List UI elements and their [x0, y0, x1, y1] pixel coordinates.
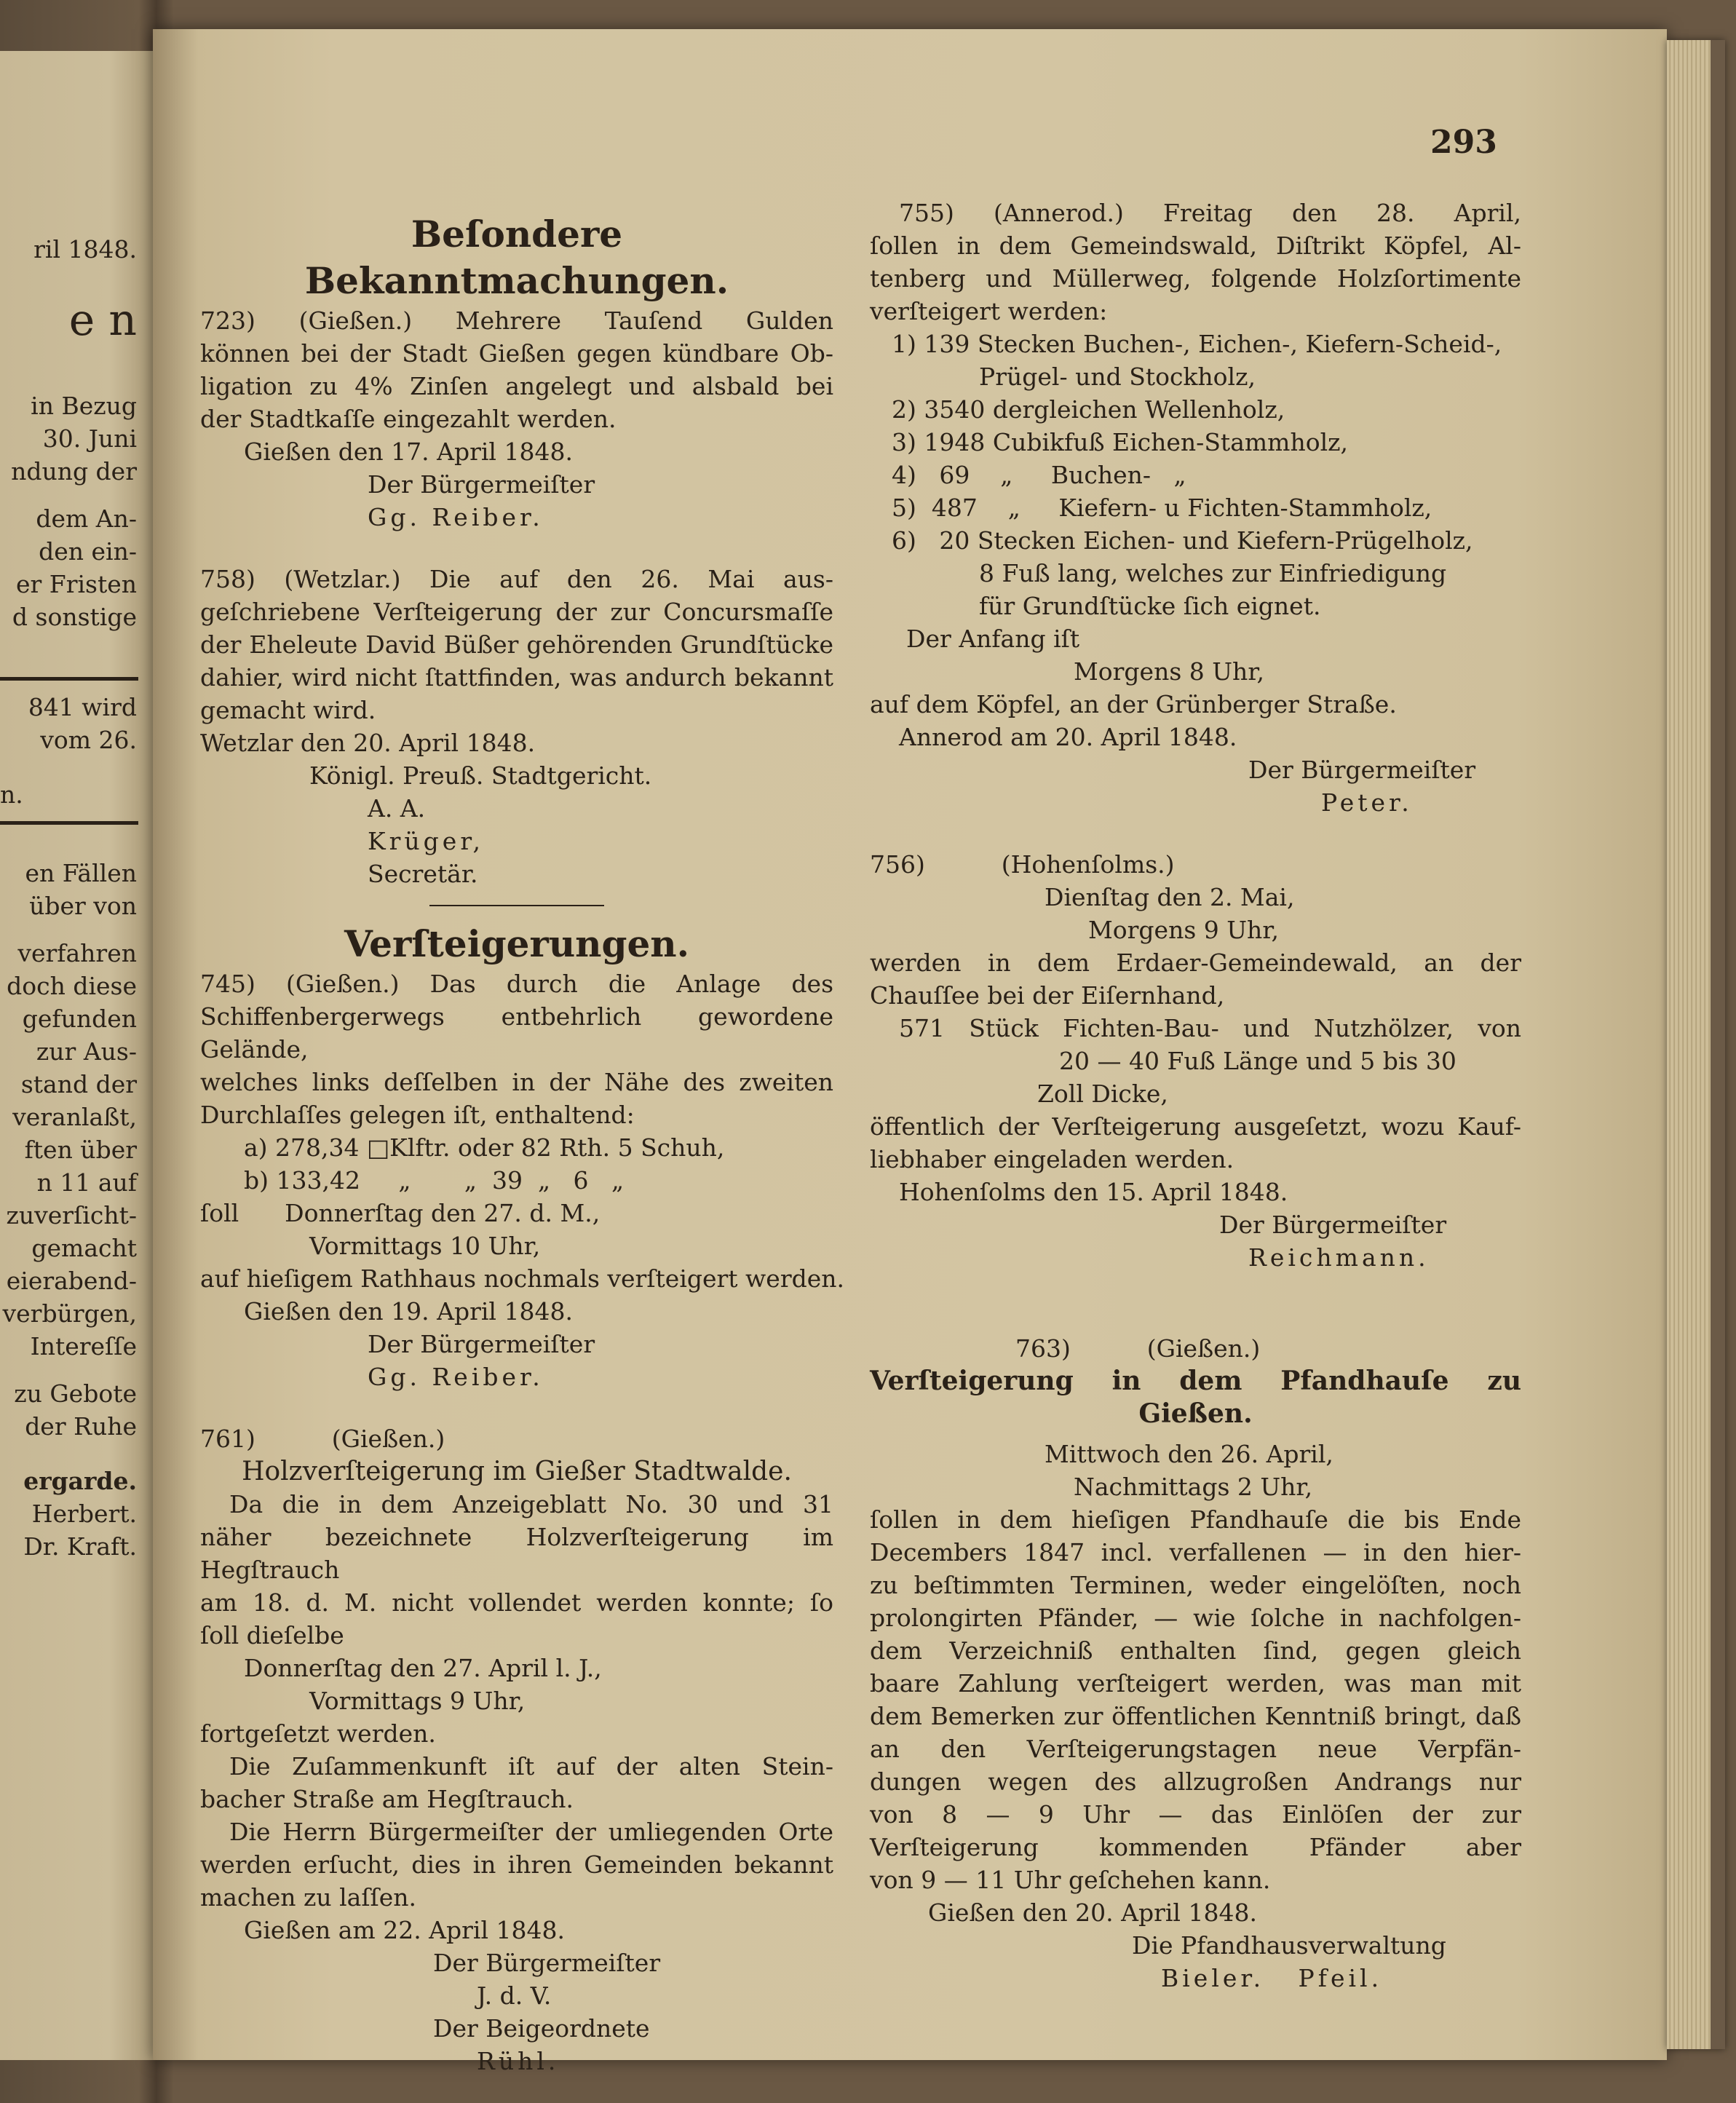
- notice-signature: Der Bürgermeiſter: [368, 470, 595, 499]
- left-page-fragment: [0, 51, 156, 2060]
- notice-line: dem Verzeichniß enthalten ſind, gegen gleich: [870, 1636, 1521, 1665]
- left-line: doch diese: [7, 972, 137, 1000]
- notice-line: Die Zuſammenkunft iſt auf der alten Stein-: [229, 1752, 833, 1781]
- left-line: gemacht: [31, 1234, 137, 1262]
- left-line: ergarde.: [23, 1467, 137, 1495]
- notice-line: ſollen in dem Gemeindswald, Diſtrikt Köpfel, Al-: [870, 231, 1521, 260]
- notice-758: [200, 563, 833, 890]
- notice-date: Gießen am 22. April 1848.: [244, 1916, 565, 1944]
- notice-line: dungen wegen des allzugroßen Andrangs nur: [870, 1767, 1521, 1796]
- notice-signature: Rühl.: [477, 2047, 560, 2075]
- left-line: er Fristen: [16, 570, 137, 598]
- notice-line: Dienſtag den 2. Mai,: [1045, 883, 1295, 911]
- notice-line: liebhaber eingeladen werden.: [870, 1145, 1234, 1173]
- notice-line: welches links deſſelben in der Nähe des zweiten: [200, 1068, 833, 1096]
- notice-date: Gießen den 17. April 1848.: [244, 437, 573, 466]
- left-divider: [0, 821, 138, 825]
- notice-heading: 756) (Hohenſolms.): [870, 850, 1175, 879]
- notice-line: näher bezeichnete Holzverſteigerung im Hegſtrauch: [200, 1523, 833, 1584]
- notice-line: der Eheleute David Büßer gehörenden Grundſtücke: [200, 630, 833, 659]
- notice-line: Morgens 9 Uhr,: [1088, 916, 1279, 944]
- section-divider: [429, 905, 604, 906]
- left-line: Herbert.: [31, 1500, 137, 1528]
- notice-line: am 18. d. M. nicht vollendet werden konnte; ſo: [200, 1588, 833, 1617]
- notice-755: [870, 197, 1521, 819]
- left-line: Intereſſe: [30, 1332, 137, 1361]
- left-line: den ein-: [39, 537, 137, 566]
- right-column: [870, 197, 1521, 1995]
- left-line: n.: [0, 780, 23, 809]
- notice-signature: Die Pfandhausverwaltung: [1132, 1931, 1446, 1960]
- notice-line: werden in dem Erdaer-Gemeindewald, an der: [870, 948, 1521, 977]
- notice-signature: Gg. Reiber.: [368, 1363, 544, 1391]
- notice-line: machen zu laſſen.: [200, 1883, 417, 1912]
- notice-line: Zoll Dicke,: [1037, 1080, 1168, 1108]
- left-line: eierabend-: [6, 1267, 137, 1295]
- lot-item: 5) 487 „ Kiefern- u Fichten-Stammholz,: [892, 494, 1432, 522]
- notice-line: dahier, wird nicht ſtattfinden, was andurch bekannt: [200, 663, 833, 692]
- notice-signature: Königl. Preuß. Stadtgericht.: [309, 761, 652, 790]
- notice-line: zu beſtimmten Terminen, weder eingelöſten, noch: [870, 1571, 1521, 1599]
- notice-line: Durchlaſſes gelegen iſt, enthaltend:: [200, 1101, 635, 1129]
- left-line: zur Aus-: [36, 1037, 137, 1066]
- left-line: n 11 auf: [36, 1168, 137, 1197]
- notice-line: 758) (Wetzlar.) Die auf den 26. Mai aus-: [200, 565, 833, 593]
- left-line: verfahren: [17, 939, 137, 967]
- lot-item: 8 Fuß lang, welches zur Einfriedigung: [979, 559, 1447, 587]
- notice-signature: Der Bürgermeiſter: [1219, 1211, 1447, 1239]
- left-line: d sonstige: [12, 603, 137, 631]
- section-heading-announcements: Beſondere Bekanntmachungen.: [304, 213, 729, 302]
- notice-line: Nachmittags 2 Uhr,: [1074, 1473, 1313, 1501]
- notice-line: auf hieſigem Rathhaus nochmals verſteigert werden.: [200, 1264, 845, 1293]
- page-number: 293: [1430, 124, 1497, 161]
- lot-item: 1) 139 Stecken Buchen-, Eichen-, Kiefern-Scheid-,: [892, 330, 1502, 358]
- notice-line: baare Zahlung verſteigert werden, was man mit: [870, 1669, 1521, 1698]
- notice-723: [200, 304, 833, 534]
- left-line: ften über: [24, 1136, 137, 1164]
- left-big-letters: e n: [68, 295, 137, 346]
- lot-item: für Grundſtücke ſich eignet.: [979, 592, 1321, 620]
- left-page-text: [0, 233, 146, 1563]
- notice-line: tenberg und Müllerweg, folgende Holzſortimente: [870, 264, 1521, 293]
- notice-line: verſteigert werden:: [870, 297, 1108, 325]
- left-divider: [0, 677, 138, 681]
- left-line: zuverſicht-: [6, 1201, 137, 1229]
- notice-line: gemacht wird.: [200, 696, 376, 724]
- notice-line: Schiffenbergerwegs entbehrlich gewordene Gelände,: [200, 1002, 833, 1064]
- notice-line: 723) (Gießen.) Mehrere Tauſend Gulden: [200, 306, 833, 335]
- notice-signature: Krüger,: [368, 827, 484, 855]
- left-line: über von: [29, 892, 137, 920]
- page-edges: [1667, 40, 1725, 2049]
- lot-item: Prügel- und Stockholz,: [979, 363, 1256, 391]
- notice-signature: Bieler. Pfeil.: [1161, 1964, 1383, 1992]
- notice-line: werden erſucht, dies in ihren Gemeinden bekannt: [200, 1850, 833, 1879]
- notice-signature: Der Bürgermeiſter: [433, 1949, 661, 1977]
- notice-date: Hohenſolms den 15. April 1848.: [899, 1178, 1288, 1206]
- left-line: der Ruhe: [25, 1412, 137, 1441]
- notice-line: können bei der Stadt Gießen gegen kündbare Ob-: [200, 339, 833, 368]
- notice-745: [200, 967, 845, 1393]
- notice-heading: 761) (Gießen.): [200, 1425, 445, 1453]
- notice-line: Die Herrn Bürgermeiſter der umliegenden Orte: [229, 1818, 833, 1846]
- left-line: vom 26.: [40, 726, 137, 754]
- notice-line: der Stadtkaſſe eingezahlt werden.: [200, 405, 617, 433]
- notice-756: [870, 848, 1521, 1274]
- left-line: in Bezug: [31, 392, 137, 420]
- notice-title: Gießen.: [1138, 1398, 1253, 1429]
- notice-line: ligation zu 4% Zinſen angelegt und alsbald bei: [200, 372, 833, 400]
- notice-line: 745) (Gießen.) Das durch die Anlage des: [200, 970, 833, 998]
- lot-item: 3) 1948 Cubikfuß Eichen-Stammholz,: [892, 428, 1348, 456]
- notice-763: [870, 1332, 1521, 1995]
- notice-line: öffentlich der Verſteigerung ausgeſetzt, wozu Kauf-: [870, 1112, 1521, 1141]
- left-line: 841 wird: [28, 693, 137, 721]
- notice-signature: J. d. V.: [477, 1981, 552, 2010]
- notice-line: Vormittags 9 Uhr,: [309, 1687, 526, 1715]
- left-line: verbürgen,: [2, 1299, 137, 1328]
- notice-761: [200, 1422, 833, 2078]
- notice-line: 20 — 40 Fuß Länge und 5 bis 30: [1059, 1047, 1456, 1075]
- notice-line: 755) (Annerod.) Freitag den 28. April,: [899, 199, 1521, 227]
- lot-item: 4) 69 „ Buchen- „: [892, 461, 1186, 489]
- section-heading-auctions: Verſteigerungen.: [344, 922, 690, 965]
- notice-line: von 8 — 9 Uhr — das Einlöſen der zur: [870, 1800, 1521, 1829]
- notice-signature: Der Bürgermeiſter: [1248, 756, 1476, 784]
- notice-date: Gießen den 19. April 1848.: [244, 1297, 573, 1326]
- notice-date: Wetzlar den 20. April 1848.: [200, 729, 536, 757]
- notice-line: Der Anfang iſt: [906, 625, 1080, 653]
- notice-signature: Der Beigeordnete: [433, 2014, 650, 2043]
- left-line: stand der: [20, 1070, 137, 1098]
- notice-line: Donnerſtag den 27. April l. J.,: [244, 1654, 602, 1682]
- notice-title: Verſteigerung in dem Pfandhauſe zu: [870, 1366, 1521, 1396]
- notice-date: Annerod am 20. April 1848.: [899, 723, 1237, 751]
- notice-line: geſchriebene Verſteigerung der zur Concursmaſſe: [200, 598, 833, 626]
- lot-item: 2) 3540 dergleichen Wellenholz,: [892, 395, 1285, 424]
- notice-line: ſoll Donnerſtag den 27. d. M.,: [200, 1199, 601, 1227]
- notice-line: Mittwoch den 26. April,: [1045, 1440, 1333, 1468]
- left-line: veranlaßt,: [12, 1103, 137, 1131]
- notice-line: a) 278,34 □Klftr. oder 82 Rth. 5 Schuh,: [244, 1133, 725, 1162]
- notice-signature: A. A.: [368, 794, 426, 823]
- notice-signature: Der Bürgermeiſter: [368, 1330, 595, 1358]
- notice-line: 571 Stück Fichten-Bau- und Nutzhölzer, von: [899, 1014, 1521, 1042]
- notice-signature: Gg. Reiber.: [368, 503, 544, 531]
- notice-date: Gießen den 20. April 1848.: [928, 1898, 1257, 1927]
- notice-line: Verſteigerung kommenden Pfänder aber: [870, 1833, 1521, 1861]
- notice-line: ſoll dieſelbe: [200, 1621, 344, 1649]
- left-line: ril 1848.: [33, 235, 137, 264]
- notice-line: Morgens 8 Uhr,: [1074, 657, 1264, 686]
- notice-line: Vormittags 10 Uhr,: [309, 1232, 541, 1260]
- notice-line: Chauſſee bei der Eiſernhand,: [870, 981, 1225, 1010]
- notice-line: fortgeſetzt werden.: [200, 1719, 436, 1748]
- left-line: dem An-: [36, 504, 137, 533]
- notice-line: prolongirten Pfänder, — wie ſolche in nachfolgen-: [870, 1604, 1521, 1632]
- left-line: en Fällen: [25, 859, 137, 887]
- lot-item: 6) 20 Stecken Eichen- und Kiefern-Prügelholz,: [892, 526, 1473, 555]
- left-line: Dr. Kraft.: [23, 1532, 137, 1561]
- notice-title: Holzverſteigerung im Gießer Stadtwalde.: [242, 1457, 792, 1486]
- notice-line: Da die in dem Anzeigeblatt No. 30 und 31: [229, 1490, 833, 1518]
- left-line: 30. Juni: [42, 424, 137, 453]
- notice-line: bacher Straße am Hegſtrauch.: [200, 1785, 574, 1813]
- left-line: ndung der: [11, 457, 137, 486]
- notice-line: von 9 — 11 Uhr geſchehen kann.: [870, 1866, 1271, 1894]
- notice-line: b) 133,42 „ „ 39 „ 6 „: [244, 1166, 625, 1195]
- left-column: [200, 211, 845, 2078]
- left-line: gefunden: [22, 1005, 137, 1033]
- notice-line: auf dem Köpfel, an der Grünberger Straße.: [870, 690, 1397, 718]
- notice-heading: 763) (Gießen.): [1015, 1334, 1261, 1363]
- notice-line: an den Verſteigerungstagen neue Verpfän-: [870, 1735, 1521, 1763]
- notice-line: Decembers 1847 incl. verfallenen — in den hier-: [870, 1538, 1521, 1567]
- left-line: zu Gebote: [14, 1379, 137, 1408]
- notice-signature: Peter.: [1321, 788, 1413, 817]
- notice-signature: Reichmann.: [1248, 1243, 1430, 1272]
- notice-signature: Secretär.: [368, 860, 478, 888]
- notice-line: dem Bemerken zur öffentlichen Kenntniß bringt, daß: [870, 1702, 1521, 1730]
- notice-line: ſollen in dem hieſigen Pfandhauſe die bis Ende: [870, 1505, 1521, 1534]
